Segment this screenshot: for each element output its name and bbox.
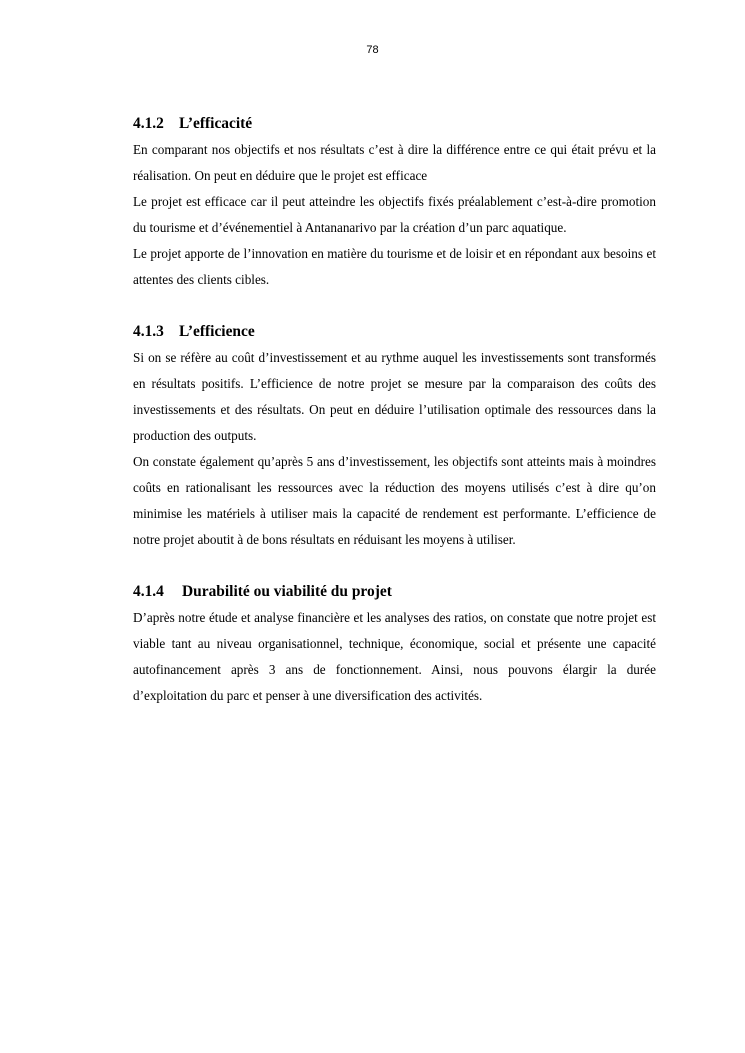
paragraph: En comparant nos objectifs et nos résultats c’est à dire la différence entre ce qui était prévu et la réalisation. On peut en déduire que le projet est efficace bbox=[133, 142, 656, 183]
section-heading bbox=[133, 319, 656, 345]
section-4-1-4 bbox=[133, 579, 656, 709]
document-body bbox=[133, 111, 656, 709]
paragraph: Le projet apporte de l’innovation en matière du tourisme et de loisir et en répondant aux besoins et attentes des clients cibles. bbox=[133, 246, 656, 287]
section-title: Durabilité ou viabilité du projet bbox=[182, 583, 392, 600]
section-heading bbox=[133, 111, 656, 137]
page-number: 78 bbox=[366, 44, 379, 56]
section-number: 4.1.3 bbox=[133, 323, 164, 340]
section-4-1-3 bbox=[133, 319, 656, 553]
section-number: 4.1.2 bbox=[133, 115, 164, 132]
section-number: 4.1.4 bbox=[133, 583, 164, 600]
paragraph: D’après notre étude et analyse financière et les analyses des ratios, on constate que notre projet est viable tant au niveau organisationnel, technique, économique, social et présente une capacité autofinancement après 3 ans de fonctionnement. Ainsi, nous pouvons élargir la durée d’exploitation du parc et penser à une diversification des activités. bbox=[133, 610, 656, 703]
paragraph: Le projet est efficace car il peut atteindre les objectifs fixés préalablement c’est-à-dire promotion du tourisme et d’événementiel à Antananarivo par la création d’un parc aquatique. bbox=[133, 194, 656, 235]
section-title: L’efficience bbox=[179, 323, 255, 340]
section-4-1-2 bbox=[133, 111, 656, 293]
section-title: L’efficacité bbox=[179, 115, 253, 132]
paragraph: On constate également qu’après 5 ans d’investissement, les objectifs sont atteints mais à moindres coûts en rationalisant les ressources avec la réduction des moyens utilisés c’est à dire qu’on minimise les matériels à utiliser mais la capacité de rendement est performante. L’efficience de notre projet aboutit à de bons résultats en réduisant les moyens à utiliser. bbox=[133, 454, 656, 547]
section-heading bbox=[133, 579, 656, 605]
paragraph: Si on se réfère au coût d’investissement et au rythme auquel les investissements sont transformés en résultats positifs. L’efficience de notre projet se mesure par la comparaison des coûts des investissements et des résultats. On peut en déduire l’utilisation optimale des ressources dans la production des outputs. bbox=[133, 350, 656, 443]
